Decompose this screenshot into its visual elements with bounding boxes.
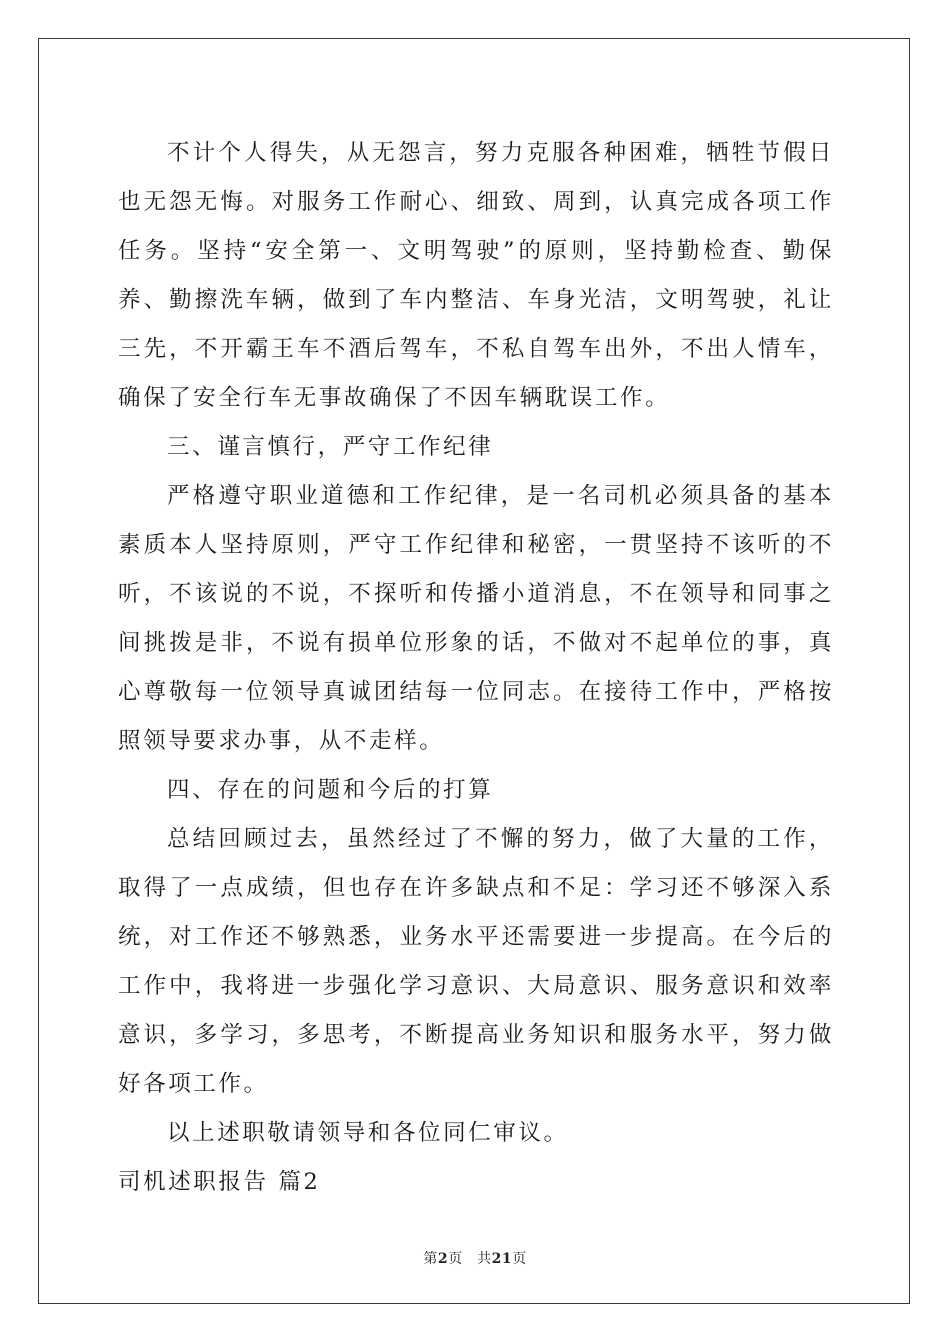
page-prefix: 第 — [423, 1251, 438, 1267]
page-mid: 页 共 — [448, 1251, 492, 1267]
heading-problems: 四、存在的问题和今后的打算 — [167, 777, 494, 803]
section-title-part2: 司机述职报告 篇2 — [118, 1169, 321, 1195]
paragraph-problems: 总结回顾过去，虽然经过了不懈的努力，做了大量的工作，取得了一点成绩，但也存在许多缺点和不足：学习还不够深入系统，对工作还不够熟悉，业务水平还需要进一步提高。在今后的工作中，我将进一步强化学习意识、大局意识、服务意识和效率意识，多学习，多思考，不断提高业务知识和服务水平，努力做好各项工作。 — [118, 826, 834, 1097]
current-page-number: 2 — [437, 1251, 449, 1267]
heading-discipline: 三、谨言慎行，严守工作纪律 — [167, 434, 494, 460]
paragraph-discipline: 严格遵守职业道德和工作纪律，是一名司机必须具备的基本素质本人坚持原则，严守工作纪律和秘密，一贯坚持不该听的不听，不该说的不说，不探听和传播小道消息，不在领导和同事之间挑拨是非，不说有损单位形象的话，不做对不起单位的事，真心尊敬每一位领导真诚团结每一位同志。在接待工作中，严格按照领导要求办事，从不走样。 — [118, 483, 834, 754]
page-footer — [0, 1248, 950, 1268]
closing-line: 以上述职敬请领导和各位同仁审议。 — [167, 1120, 569, 1146]
total-page-number: 21 — [491, 1251, 513, 1267]
page-suffix: 页 — [512, 1251, 527, 1267]
paragraph-service: 不计个人得失，从无怨言，努力克服各种困难，牺牲节假日也无怨无悔。对服务工作耐心、细致、周到，认真完成各项工作任务。坚持“安全第一、文明驾驶”的原则，坚持勤检查、勤保养、勤擦洗车辆，做到了车内整洁、车身光洁，文明驾驶，礼让三先，不开霸王车不酒后驾车，不私自驾车出外，不出人情车，确保了安全行车无事故确保了不因车辆耽误工作。 — [118, 140, 834, 411]
document-body — [118, 129, 834, 1207]
